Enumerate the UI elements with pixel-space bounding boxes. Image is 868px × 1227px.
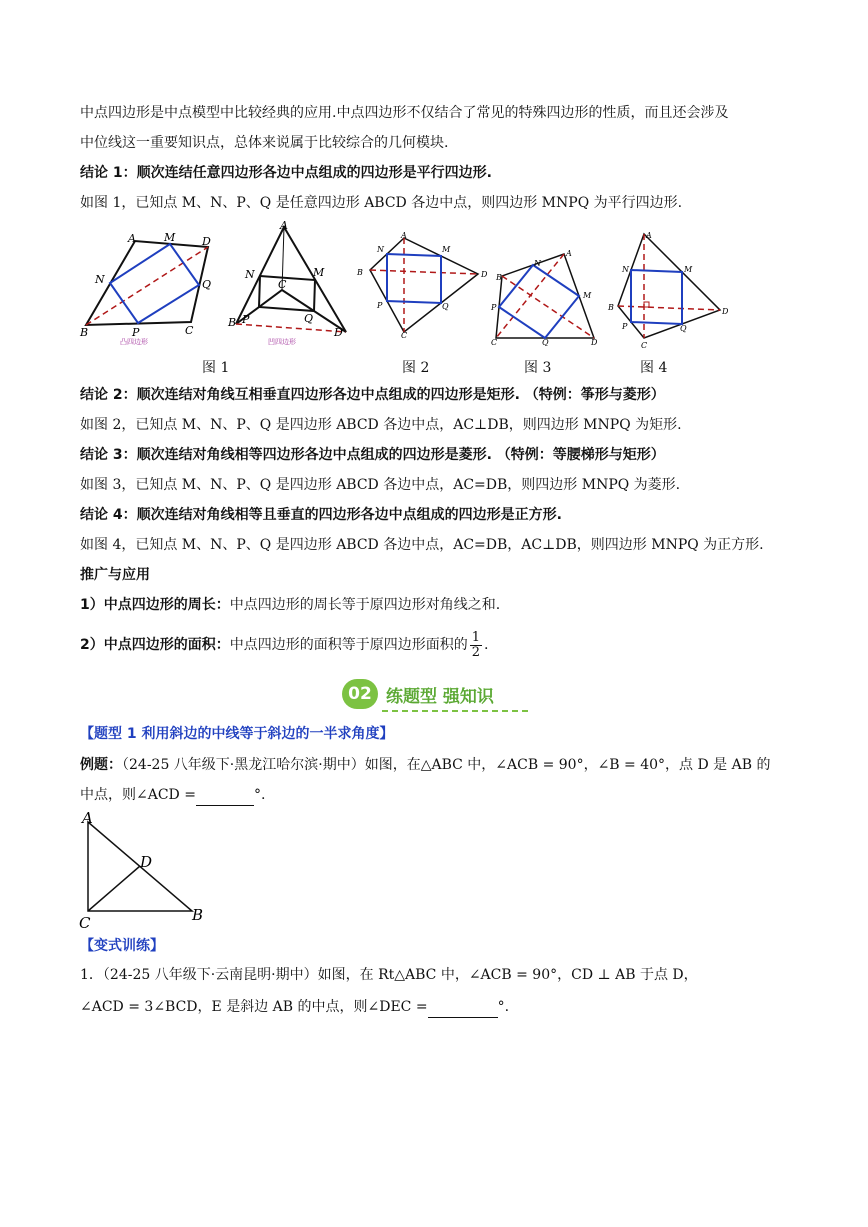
concave-label: 凹四边形 [268,338,296,346]
fig1-label-a: A [128,232,136,245]
extension-item-2 [80,628,488,662]
fig3-label-b: B [496,273,502,282]
example-line-2-start: 中点，则∠ACD = [80,787,196,803]
intro-line-1: 中点四边形是中点模型中比较经典的应用.中点四边形不仅结合了常见的特殊四边形的性质，而且还会涉及 [80,105,729,121]
extension-item-1-text: 中点四边形的周长等于原四边形对角线之和. [229,597,501,613]
conclusion-2-title: 结论 2：顺次连结对角线互相垂直四边形各边中点组成的四边形是矩形. （特例：筝形与菱形） [80,387,665,403]
fraction-denominator: 2 [471,644,481,660]
figure-4-caption: 图 4 [640,360,668,376]
example-line-1 [80,755,770,775]
fig3-label-q: Q [542,338,549,346]
fig4-label-n: N [622,265,629,274]
type-1-heading: 【题型 1 利用斜边的中线等于斜边的一半求角度】 [80,726,394,742]
fig4-label-m: M [684,265,693,274]
fig1-label-d: D [202,235,211,248]
example-answer-blank[interactable] [196,785,254,806]
conclusion-4-title: 结论 4：顺次连结对角线相等且垂直的四边形各边中点组成的四边形是正方形. [80,507,562,523]
question-1-line-1: 1．（24-25 八年级下·云南昆明·期中）如图，在 Rt△ABC 中，∠ACB = 90°，CD ⊥ AB 于点 D， [80,967,698,983]
fig2-label-q: Q [442,302,449,311]
fig3-label-m: M [583,291,592,300]
fig4-label-p: P [622,322,628,331]
fraction-numerator: 1 [471,629,481,645]
fig1-label-p: P [132,326,140,339]
fig1-label-b: B [80,326,89,339]
question-1-line-2 [80,997,509,1018]
conclusion-1-text: 如图 1，已知点 M、N、P、Q 是任意四边形 ABCD 各边中点，则四边形 MNPQ 为平行四边形. [80,195,683,211]
fig2-label-m: M [442,245,451,254]
figure-1-caption: 图 1 [202,360,230,376]
fig1b-label-p: P [242,313,250,326]
fig1-label-c: C [185,324,194,337]
example-line-2 [80,785,265,806]
variant-heading: 【变式训练】 [80,938,164,954]
example-triangle-figure [76,810,208,930]
fig1-label-q: Q [202,278,212,291]
figure-1-concave [212,220,352,348]
fig3-label-p: P [491,303,497,312]
fig3-label-n: N [534,259,541,268]
figure-2 [352,232,492,340]
section-number-badge: 02 [342,679,378,709]
fig2-label-n: N [377,245,384,254]
fig4-label-d: D [722,307,728,316]
fig1b-label-a: A [280,220,288,232]
fig1b-label-q: Q [304,312,314,325]
banner-divider [382,710,528,712]
fig2-label-b: B [357,268,363,277]
example-label-d: D [140,853,153,871]
fig2-label-d: D [481,270,488,279]
question-1-answer-blank[interactable] [428,997,498,1018]
extension-item-1 [80,595,500,615]
one-half-fraction [470,631,482,660]
example-label: 例题： [80,757,122,773]
convex-label: 凸四边形 [120,338,148,346]
conclusion-3-text: 如图 3，已知点 M、N、P、Q 是四边形 ABCD 各边中点，AC=DB，则四边形 MNPQ 为菱形. [80,477,681,493]
example-label-a: A [82,810,93,827]
fig4-label-b: B [608,303,614,312]
section-banner-title: 练题型 强知识 [386,687,494,707]
conclusion-3-title: 结论 3：顺次连结对角线相等四边形各边中点组成的四边形是菱形. （特例：等腰梯形与矩形） [80,447,665,463]
example-line-2-end: °. [253,787,266,803]
figure-2-caption: 图 2 [402,360,430,376]
extension-item-2-text: 中点四边形的面积等于原四边形面积的 [229,637,468,653]
extension-item-2-end: . [484,637,489,653]
extension-item-2-label: 2）中点四边形的面积： [80,637,230,653]
fig4-label-q: Q [680,324,687,333]
fig1b-label-n: N [245,268,255,281]
fig3-label-d: D [591,338,598,346]
example-label-c: C [79,914,91,930]
fig1-label-m: M [164,231,176,244]
fig1b-label-c: C [278,278,287,291]
fig3-label-c: C [491,338,498,346]
fig2-label-c: C [401,331,408,340]
question-1-line-2-end: °. [497,999,510,1015]
section-banner [342,676,528,716]
fig4-label-c: C [641,341,648,350]
conclusion-4-text: 如图 4，已知点 M、N、P、Q 是四边形 ABCD 各边中点，AC=DB，AC⊥DB，则四边形 MNPQ 为正方形. [80,537,764,553]
question-1-line-2-start: ∠ACD = 3∠BCD，E 是斜边 AB 的中点，则∠DEC = [80,999,428,1015]
figure-3 [488,246,608,346]
extension-item-1-label: 1）中点四边形的周长： [80,597,230,613]
extension-title: 推广与应用 [80,567,150,583]
fig1-label-n: N [95,273,105,286]
figure-3-caption: 图 3 [524,360,552,376]
fig4-label-a: A [646,231,652,240]
fig3-label-a: A [566,249,572,258]
example-label-b: B [192,906,204,924]
fig1b-label-b: B [228,316,237,329]
example-text: （24-25 八年级下·黑龙江哈尔滨·期中）如图，在△ABC 中，∠ACB = 90°，∠B = 40°，点 D 是 AB 的 [122,757,771,773]
fig1b-label-m: M [313,266,325,279]
conclusion-2-text: 如图 2，已知点 M、N、P、Q 是四边形 ABCD 各边中点，AC⊥DB，则四边形 MNPQ 为矩形. [80,417,682,433]
figure-1-convex [78,230,218,350]
fig2-label-a: A [401,232,407,240]
intro-line-2: 中位线这一重要知识点，总体来说属于比较综合的几何模块. [80,135,449,151]
fig1b-label-d: D [334,326,343,339]
fig2-label-p: P [377,301,383,310]
figure-4 [604,226,728,352]
conclusion-1-title: 结论 1：顺次连结任意四边形各边中点组成的四边形是平行四边形. [80,165,492,181]
